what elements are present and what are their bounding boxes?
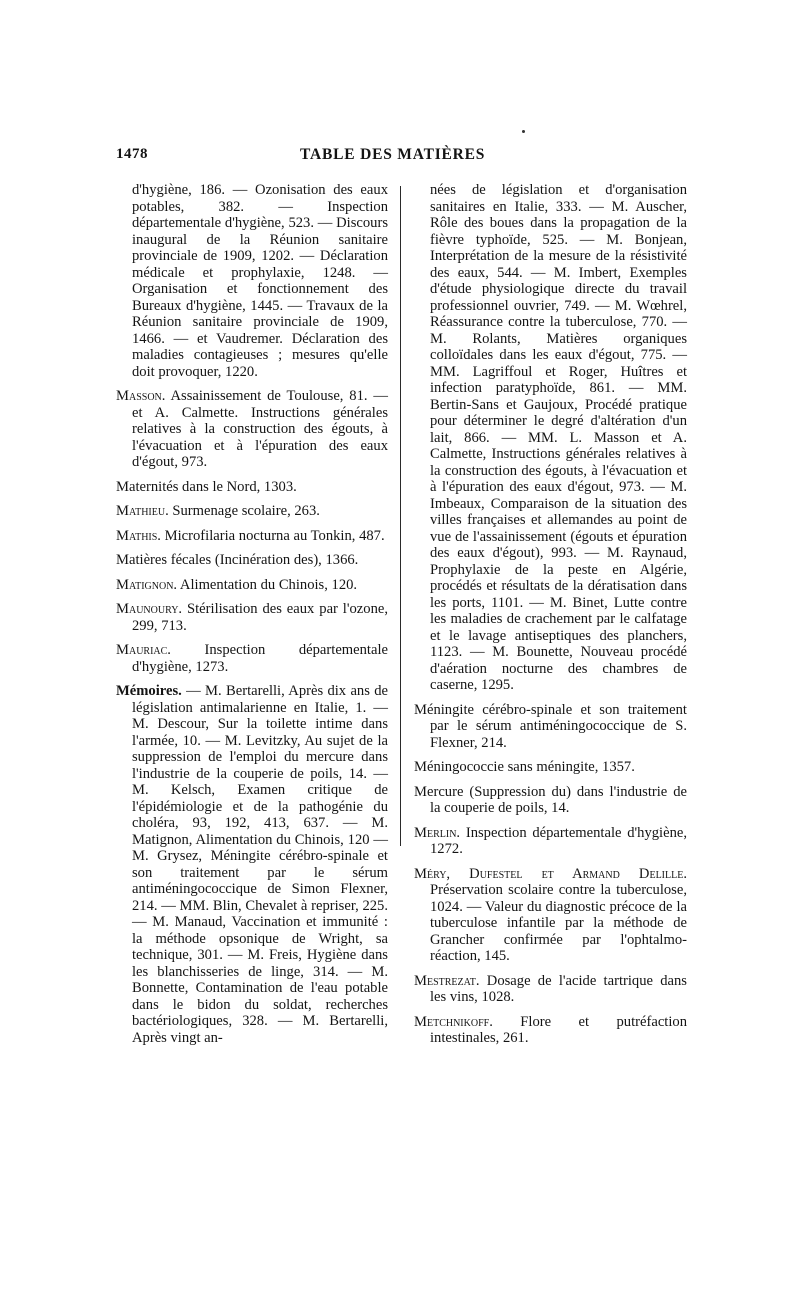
right-column — [414, 182, 687, 1055]
index-entry-maunoury — [116, 601, 388, 634]
entry-author: Matignon. — [116, 576, 178, 593]
index-entry-memoires — [116, 683, 388, 1046]
index-entry-matignon — [116, 577, 388, 594]
entry-text: Préservation scolaire contre la tuberculose, 1024. — Valeur du diagnostic précoce de la tuberculose infantile par la méthode de Grancher confirmée par l'ophtalmo-réaction, 145. — [430, 882, 687, 964]
entry-text: Méningococcie sans méningite, 1357. — [414, 759, 635, 775]
entry-text: Inspection départementale d'hygiène, 1272. — [430, 824, 687, 857]
index-entry-mercure — [414, 784, 687, 817]
index-entry-masson — [116, 388, 388, 471]
printer-mark — [522, 130, 525, 133]
index-entry-continuation — [116, 182, 388, 380]
entry-author: Metchnikoff. — [414, 1013, 493, 1030]
index-entry-maternites — [116, 479, 388, 496]
entry-text: Mercure (Suppression du) dans l'industrie de la couperie de poils, 14. — [414, 783, 687, 816]
index-entry-mathis — [116, 528, 388, 545]
index-entry-matieres-fecales — [116, 552, 388, 569]
entry-text: Assainissement de Toulouse, 81. — et A. Calmette. Instructions générales relatives à la construction des égouts, à l'évacuation et à l'épuration des eaux d'égout, 973. — [132, 388, 389, 470]
entry-text: Méningite cérébro-spinale et son traitement par le sérum antiméningococcique de S. Flexner, 214. — [414, 701, 687, 751]
entry-text: d'hygiène, 186. — Ozonisation des eaux potables, 382. — Inspection départementale d'hygiène, 523. — Discours inaugural de la Réunion sanitaire provinciale de 1909, 1202. — Déclaration médicale et prophylaxie, 1248. — Organisation et fonctionnement des Bureaux d'hygiène, 1445. — Travaux de la Réunion sanitaire provinciale de 1909, 1466. — et Vaudremer. Déclaration des maladies contagieuses ; mesures qu'elle doit provoquer, 1220. — [132, 182, 388, 380]
running-head: TABLE DES MATIÈRES — [300, 146, 486, 163]
entry-text: Inspection départementale d'hygiène, 1273. — [132, 642, 388, 675]
entry-author: Merlin. — [414, 824, 461, 841]
index-entry-meningococcie — [414, 759, 687, 776]
index-entry-mery — [414, 866, 687, 965]
entry-text: Stérilisation des eaux par l'ozone, 299, 713. — [132, 601, 388, 634]
index-entry-mauriac — [116, 642, 388, 675]
entry-author: Mauriac. — [116, 642, 171, 658]
index-entry-mestrezat — [414, 973, 687, 1006]
column-divider — [400, 186, 401, 846]
index-entry-continuation — [414, 182, 687, 694]
entry-text: Matières fécales (Incinération des), 1366. — [116, 552, 359, 568]
index-entry-metchnikoff — [414, 1014, 687, 1047]
index-entry-meningite — [414, 702, 687, 752]
entry-author: Mathis. — [116, 527, 161, 544]
entry-text: Dosage de l'acide tartrique dans les vins, 1028. — [430, 972, 687, 1005]
page-number: 1478 — [116, 146, 148, 162]
entry-author: Maunoury. — [116, 601, 183, 617]
index-entry-mathieu — [116, 503, 388, 520]
entry-author: Mathieu. — [116, 503, 169, 519]
left-column — [116, 182, 388, 1054]
entry-text: Alimentation du Chinois, 120. — [179, 576, 358, 593]
entry-text: — M. Bertarelli, Après dix ans de législation antimalarienne en Italie, 1. — M. Descour, Sur la toilette intime dans l'armée, 10. — M. Levitzky, Au sujet de la suppression de l'emploi du mercure dans l'industrie de la couperie de poils, 14. — M. Kelsch, Examen critique de l'épidémiologie et de la pathogénie du choléra, 93, 192, 413, 637. — M. Matignon, Alimentation du Chinois, 120 — M. Grysez, Méningite cérébro-spinale et son traitement par le sérum antiméningococcique de Simon Flexner, 214. — MM. Blin, Chevalet à repriser, 225. — M. Manaud, Vaccination et immunité : la méthode opsonique de Wright, sa technique, 301. — M. Freis, Hygiène dans les blanchisseries de linge, 314. — M. Bonnette, Contamination de l'eau potable dans le bidon du soldat, recherches bactériologiques, 328. — M. Bertarelli, Après vingt an- — [132, 683, 388, 1046]
entry-heading: Mémoires. — [116, 683, 182, 699]
entry-text: Surmenage scolaire, 263. — [172, 503, 320, 519]
entry-author: Méry, Dufestel et Armand Delille. — [414, 865, 687, 882]
entry-text: Microfilaria nocturna au Tonkin, 487. — [164, 527, 385, 544]
entry-text: Maternités dans le Nord, 1303. — [116, 478, 297, 495]
index-entry-merlin — [414, 825, 687, 858]
entry-text: Flore et putréfaction intestinales, 261. — [430, 1013, 687, 1046]
entry-author: Masson. — [116, 388, 166, 404]
entry-text: nées de législation et d'organisation sanitaires en Italie, 333. — M. Auscher, Rôle des boues dans la propagation de la fièvre typhoïde, 525. — M. Bonjean, Interprétation de la mesure de la résistivité des eaux, 544. — M. Imbert, Exemples d'étude physiologique directe du travail professionnel ouvrier, 749. — M. Wœhrel, Réassurance contre la tuberculose, 770. — M. Rolants, Matières organiques colloïdales dans les eaux d'égout, 775. — MM. Lagriffoul et Roger, Huîtres et infection paratyphoïde, 861. — MM. Bertin-Sans et Gaujoux, Procédé pratique pour déterminer le degré d'altération d'un lait, 866. — MM. L. Masson et A. Calmette, Instructions générales relatives à la construction des égouts, à l'évacuation et à l'épuration des eaux d'égout, 973. — M. Imbeaux, Comparaison de la situation des villes françaises et allemandes au point de vue de l'assainissement (égouts et épuration des eaux d'égout), 993. — M. Raynaud, Prophylaxie de la peste en Algérie, procédés et résultats de la dératisation dans les ports, 1101. — M. Binet, Lutte contre les maladies de crachement par le calfatage et le lavage antiseptiques des planchers, 1123. — M. Bounette, Nouveau procédé d'aération nocturne des chambres de caserne, 1295. — [430, 182, 687, 693]
entry-author: Mestrezat. — [414, 972, 480, 989]
